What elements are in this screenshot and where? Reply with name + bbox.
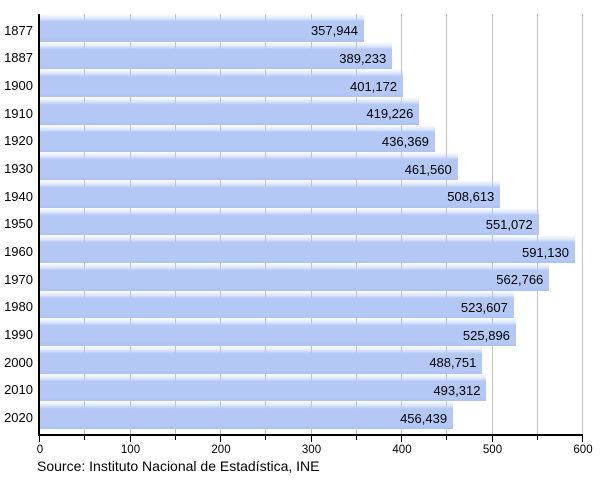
value-label: 389,233 xyxy=(339,50,387,66)
population-bar xyxy=(40,346,482,374)
year-label: 1990 xyxy=(4,327,33,343)
population-bar xyxy=(40,263,549,291)
x-major-tick xyxy=(311,436,312,442)
bar-row xyxy=(4,180,583,208)
value-label: 551,072 xyxy=(485,216,533,232)
year-label: 1877 xyxy=(4,22,33,38)
population-bar xyxy=(40,97,419,125)
value-label: 591,130 xyxy=(521,244,569,260)
population-bar xyxy=(40,125,435,153)
x-major-tick xyxy=(220,436,221,442)
x-tick-label: 300 xyxy=(301,444,322,456)
x-minor-tick xyxy=(84,436,85,440)
bar-row xyxy=(4,14,583,42)
plot-area xyxy=(4,14,583,436)
bar-row xyxy=(4,374,583,402)
population-bar xyxy=(40,401,453,429)
x-tick-label: 100 xyxy=(120,444,141,456)
value-label: 508,613 xyxy=(447,189,495,205)
value-label: 357,944 xyxy=(310,23,358,39)
value-label: 493,312 xyxy=(433,382,481,398)
x-tick-label: 200 xyxy=(211,444,231,456)
bar-row xyxy=(4,401,583,429)
value-label: 436,369 xyxy=(381,133,429,149)
value-label: 456,439 xyxy=(400,410,448,426)
year-label: 1970 xyxy=(4,271,33,287)
year-label: 1900 xyxy=(4,78,33,94)
value-label: 461,560 xyxy=(404,161,452,177)
bar-row xyxy=(4,42,583,70)
value-label: 523,607 xyxy=(460,299,508,315)
year-label: 1950 xyxy=(4,216,33,232)
year-label: 1930 xyxy=(4,161,33,177)
population-bar xyxy=(40,42,392,70)
population-bar xyxy=(40,180,500,208)
x-minor-tick xyxy=(446,436,447,440)
x-minor-tick xyxy=(175,436,176,440)
x-minor-tick xyxy=(537,436,538,440)
source-caption: Source: Instituto Nacional de Estadística, INE xyxy=(37,458,320,474)
x-major-tick xyxy=(39,436,40,442)
x-minor-tick xyxy=(265,436,266,440)
population-bar xyxy=(40,208,539,236)
x-minor-tick xyxy=(356,436,357,440)
population-bar xyxy=(40,235,575,263)
bar-row xyxy=(4,125,583,153)
x-major-tick xyxy=(130,436,131,442)
population-bar xyxy=(40,152,458,180)
year-label: 2000 xyxy=(4,354,33,370)
bar-row xyxy=(4,346,583,374)
year-label: 1940 xyxy=(4,188,33,204)
x-major-tick xyxy=(401,436,402,442)
bar-row xyxy=(4,235,583,263)
year-label: 2010 xyxy=(4,382,33,398)
value-label: 562,766 xyxy=(496,272,544,288)
bar-rows xyxy=(4,14,583,429)
population-bar xyxy=(40,69,403,97)
x-major-tick xyxy=(582,436,583,442)
value-label: 401,172 xyxy=(350,78,398,94)
population-bar xyxy=(40,14,364,42)
x-tick-label: 0 xyxy=(36,444,44,456)
population-bar xyxy=(40,318,516,346)
year-label: 1960 xyxy=(4,244,33,260)
x-tick-label: 400 xyxy=(392,444,412,456)
year-label: 1887 xyxy=(4,50,33,66)
bar-row xyxy=(4,97,583,125)
value-label: 525,896 xyxy=(462,327,510,343)
year-label: 1920 xyxy=(4,133,33,149)
bar-row xyxy=(4,263,583,291)
bar-row xyxy=(4,208,583,236)
x-major-tick xyxy=(492,436,493,442)
value-label: 488,751 xyxy=(429,355,477,371)
population-bar xyxy=(40,374,486,402)
year-label: 1910 xyxy=(4,105,33,121)
value-label: 419,226 xyxy=(366,106,414,122)
x-tick-label: 600 xyxy=(573,444,593,456)
year-label: 1980 xyxy=(4,299,33,315)
bar-row xyxy=(4,152,583,180)
bar-row xyxy=(4,318,583,346)
bar-row xyxy=(4,291,583,319)
population-bar xyxy=(40,291,514,319)
year-label: 2020 xyxy=(4,410,33,426)
bar-row xyxy=(4,69,583,97)
x-tick-label: 500 xyxy=(482,444,503,456)
